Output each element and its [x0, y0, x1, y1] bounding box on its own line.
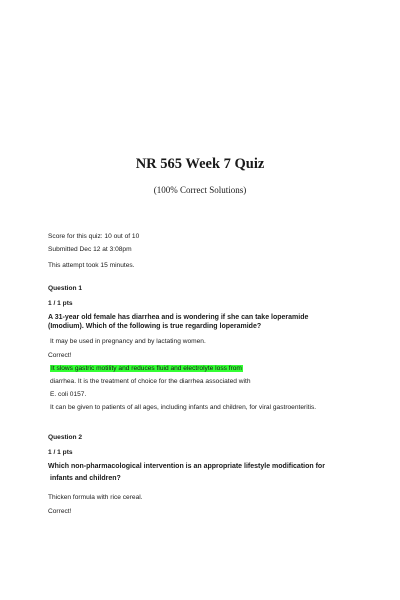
quiz-score: Score for this quiz: 10 out of 10 — [48, 233, 140, 240]
correct-answer-highlight: It slows gastric motility and reduces fluid and electrolyte loss from — [51, 365, 242, 372]
quiz-submitted: Submitted Dec 12 at 3:08pm — [48, 246, 132, 253]
question-1-correct-label: Correct! — [48, 352, 72, 359]
document-title: NR 565 Week 7 Quiz — [135, 156, 265, 172]
question-1-points: 1 / 1 pts — [48, 300, 73, 307]
question-2-prompt-line2: infants and children? — [50, 475, 121, 482]
question-1-correct-answer-line3: E. coli 0157. — [50, 391, 87, 398]
question-1-correct-answer-line2: diarrhea. It is the treatment of choice for the diarrhea associated with — [50, 378, 251, 385]
question-1-prompt-line2: (Imodium). Which of the following is true regarding loperamide? — [48, 323, 262, 330]
question-1-option-3: It can be given to patients of all ages, including infants and children, for viral gastroenteritis. — [50, 404, 317, 411]
question-1-option-1: It may be used in pregnancy and by lactating women. — [50, 338, 206, 345]
question-2-prompt-line1: Which non-pharmacological intervention is an appropriate lifestyle modification for — [48, 463, 325, 470]
document-subtitle: (100% Correct Solutions) — [153, 185, 247, 195]
question-1-correct-answer-line1 — [50, 364, 243, 373]
question-2-correct-label: Correct! — [48, 508, 72, 515]
question-1-heading: Question 1 — [48, 285, 83, 292]
question-2-option-1: Thicken formula with rice cereal. — [48, 494, 143, 501]
question-2-points: 1 / 1 pts — [48, 449, 73, 456]
quiz-duration: This attempt took 15 minutes. — [48, 262, 135, 269]
question-1-prompt-line1: A 31-year old female has diarrhea and is wondering if she can take loperamide — [48, 314, 309, 321]
question-2-heading: Question 2 — [48, 434, 83, 441]
